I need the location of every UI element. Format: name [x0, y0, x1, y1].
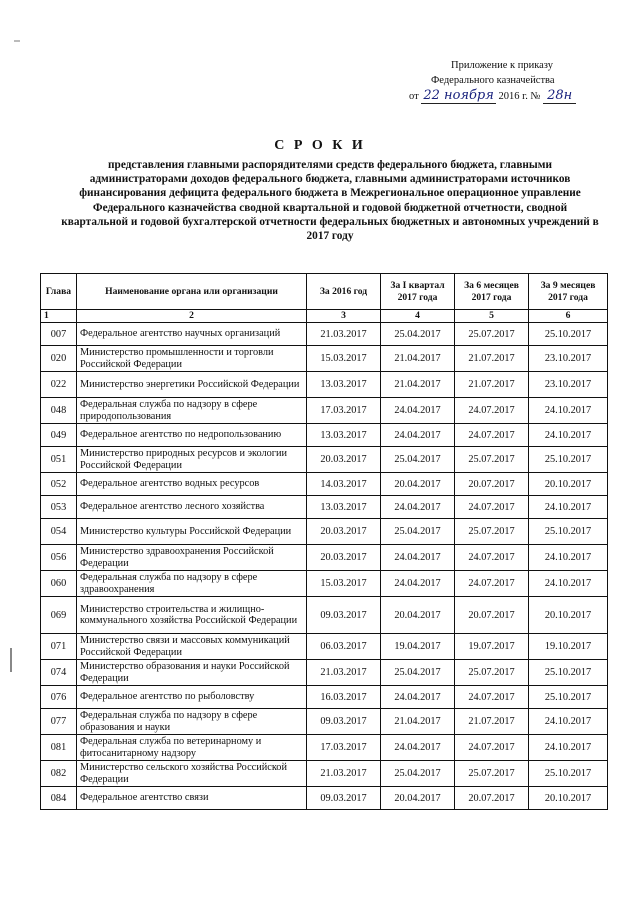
- chapter-code: 007: [41, 323, 77, 346]
- header-cell: Глава: [41, 274, 77, 310]
- document-title: С Р О К И: [274, 138, 366, 153]
- table-row: [41, 372, 608, 398]
- chapter-code: 020: [41, 346, 77, 372]
- deadline-2016: 21.03.2017: [307, 761, 381, 787]
- deadline-q1: 24.04.2017: [381, 571, 455, 597]
- chapter-code: 054: [41, 519, 77, 545]
- chapter-code: 081: [41, 735, 77, 761]
- deadline-2016: 21.03.2017: [307, 660, 381, 686]
- deadline-9m: 24.10.2017: [529, 545, 608, 571]
- table-row: [41, 686, 608, 709]
- deadline-q1: 25.04.2017: [381, 519, 455, 545]
- deadline-6m: 20.07.2017: [455, 787, 529, 810]
- appendix-line-2: Федерального казначейства: [431, 75, 555, 86]
- table-row: [41, 519, 608, 545]
- organization-name: Министерство промышленности и торговли Российской Федерации: [77, 346, 307, 372]
- deadline-2016: 13.03.2017: [307, 496, 381, 519]
- deadline-q1: 25.04.2017: [381, 761, 455, 787]
- column-number-row: [41, 310, 608, 323]
- chapter-code: 077: [41, 709, 77, 735]
- appendix-line-1: Приложение к приказу: [451, 60, 553, 71]
- deadline-2016: 20.03.2017: [307, 447, 381, 473]
- deadline-6m: 24.07.2017: [455, 496, 529, 519]
- table-row: [41, 496, 608, 519]
- chapter-code: 052: [41, 473, 77, 496]
- table-header-row: [41, 274, 608, 310]
- organization-name: Министерство образования и науки Российской Федерации: [77, 660, 307, 686]
- deadlines-table: [40, 273, 608, 810]
- organization-name: Министерство энергетики Российской Федерации: [77, 372, 307, 398]
- organization-name: Федеральное агентство лесного хозяйства: [77, 496, 307, 519]
- deadline-2016: 17.03.2017: [307, 735, 381, 761]
- deadline-2016: 06.03.2017: [307, 634, 381, 660]
- deadline-6m: 24.07.2017: [455, 398, 529, 424]
- deadline-9m: 24.10.2017: [529, 424, 608, 447]
- chapter-code: 049: [41, 424, 77, 447]
- deadline-9m: 24.10.2017: [529, 735, 608, 761]
- table-row: [41, 660, 608, 686]
- deadline-2016: 16.03.2017: [307, 686, 381, 709]
- deadline-q1: 21.04.2017: [381, 346, 455, 372]
- deadline-2016: 09.03.2017: [307, 787, 381, 810]
- organization-name: Федеральное агентство водных ресурсов: [77, 473, 307, 496]
- table-row: [41, 545, 608, 571]
- deadline-2016: 13.03.2017: [307, 372, 381, 398]
- organization-name: Министерство здравоохранения Российской Федерации: [77, 545, 307, 571]
- organization-name: Федеральное агентство связи: [77, 787, 307, 810]
- table-row: [41, 398, 608, 424]
- organization-name: Министерство сельского хозяйства Российской Федерации: [77, 761, 307, 787]
- table-row: [41, 323, 608, 346]
- deadline-q1: 25.04.2017: [381, 660, 455, 686]
- table-row: [41, 634, 608, 660]
- deadline-q1: 21.04.2017: [381, 372, 455, 398]
- deadline-9m: 25.10.2017: [529, 761, 608, 787]
- deadline-q1: 25.04.2017: [381, 447, 455, 473]
- deadline-6m: 24.07.2017: [455, 735, 529, 761]
- column-number: 6: [529, 310, 608, 323]
- table-row: [41, 473, 608, 496]
- deadline-2016: 20.03.2017: [307, 519, 381, 545]
- deadline-6m: 25.07.2017: [455, 761, 529, 787]
- deadline-q1: 24.04.2017: [381, 686, 455, 709]
- handwritten-date: 22 ноября: [423, 88, 494, 103]
- organization-name: Федеральное агентство по рыболовству: [77, 686, 307, 709]
- table-row: [41, 597, 608, 634]
- deadline-9m: 20.10.2017: [529, 473, 608, 496]
- header-cell: За 9 месяцев 2017 года: [529, 274, 608, 310]
- deadline-9m: 25.10.2017: [529, 519, 608, 545]
- organization-name: Министерство природных ресурсов и экологии Российской Федерации: [77, 447, 307, 473]
- appendix-prefix: от: [409, 91, 419, 102]
- chapter-code: 022: [41, 372, 77, 398]
- chapter-code: 056: [41, 545, 77, 571]
- deadline-q1: 21.04.2017: [381, 709, 455, 735]
- deadline-2016: 14.03.2017: [307, 473, 381, 496]
- chapter-code: 053: [41, 496, 77, 519]
- deadline-9m: 24.10.2017: [529, 496, 608, 519]
- deadline-6m: 20.07.2017: [455, 597, 529, 634]
- chapter-code: 071: [41, 634, 77, 660]
- table-row: [41, 571, 608, 597]
- table-row: [41, 709, 608, 735]
- deadline-6m: 21.07.2017: [455, 709, 529, 735]
- deadline-6m: 19.07.2017: [455, 634, 529, 660]
- deadline-q1: 25.04.2017: [381, 323, 455, 346]
- deadline-9m: 24.10.2017: [529, 709, 608, 735]
- chapter-code: 082: [41, 761, 77, 787]
- deadline-6m: 21.07.2017: [455, 372, 529, 398]
- table-row: [41, 787, 608, 810]
- chapter-code: 074: [41, 660, 77, 686]
- deadline-2016: 20.03.2017: [307, 545, 381, 571]
- deadline-9m: 20.10.2017: [529, 787, 608, 810]
- appendix-note: [395, 58, 625, 104]
- organization-name: Федеральное агентство научных организаций: [77, 323, 307, 346]
- deadline-q1: 20.04.2017: [381, 597, 455, 634]
- deadline-6m: 25.07.2017: [455, 323, 529, 346]
- deadline-6m: 21.07.2017: [455, 346, 529, 372]
- deadline-6m: 25.07.2017: [455, 447, 529, 473]
- deadline-q1: 24.04.2017: [381, 735, 455, 761]
- handwritten-order-number: 28н: [543, 88, 576, 104]
- deadline-9m: 20.10.2017: [529, 597, 608, 634]
- scan-speck: [14, 40, 20, 42]
- deadline-q1: 24.04.2017: [381, 545, 455, 571]
- chapter-code: 051: [41, 447, 77, 473]
- deadline-q1: 24.04.2017: [381, 398, 455, 424]
- deadline-6m: 25.07.2017: [455, 519, 529, 545]
- deadline-6m: 20.07.2017: [455, 473, 529, 496]
- deadline-2016: 17.03.2017: [307, 398, 381, 424]
- table-row: [41, 761, 608, 787]
- deadline-2016: 13.03.2017: [307, 424, 381, 447]
- header-cell: За 2016 год: [307, 274, 381, 310]
- deadline-2016: 21.03.2017: [307, 323, 381, 346]
- deadline-q1: 20.04.2017: [381, 787, 455, 810]
- organization-name: Федеральная служба по надзору в сфере здравоохранения: [77, 571, 307, 597]
- chapter-code: 060: [41, 571, 77, 597]
- deadline-9m: 25.10.2017: [529, 660, 608, 686]
- column-number: 4: [381, 310, 455, 323]
- deadline-2016: 09.03.2017: [307, 709, 381, 735]
- deadline-9m: 25.10.2017: [529, 323, 608, 346]
- organization-name: Федеральная служба по надзору в сфере природопользования: [77, 398, 307, 424]
- organization-name: Федеральная служба по ветеринарному и фитосанитарному надзору: [77, 735, 307, 761]
- appendix-line-3: [395, 88, 625, 104]
- deadline-9m: 23.10.2017: [529, 372, 608, 398]
- chapter-code: 069: [41, 597, 77, 634]
- deadline-6m: 24.07.2017: [455, 571, 529, 597]
- deadline-9m: 23.10.2017: [529, 346, 608, 372]
- deadline-q1: 24.04.2017: [381, 496, 455, 519]
- organization-name: Федеральное агентство по недропользованию: [77, 424, 307, 447]
- deadline-6m: 24.07.2017: [455, 424, 529, 447]
- deadline-q1: 19.04.2017: [381, 634, 455, 660]
- deadline-9m: 19.10.2017: [529, 634, 608, 660]
- deadline-6m: 25.07.2017: [455, 660, 529, 686]
- header-cell: За I квартал 2017 года: [381, 274, 455, 310]
- deadline-2016: 09.03.2017: [307, 597, 381, 634]
- scan-margin-mark: [10, 648, 12, 672]
- deadline-9m: 24.10.2017: [529, 571, 608, 597]
- organization-name: Министерство строительства и жилищно-коммунального хозяйства Российской Федерации: [77, 597, 307, 634]
- column-number: 5: [455, 310, 529, 323]
- organization-name: Федеральная служба по надзору в сфере образования и науки: [77, 709, 307, 735]
- appendix-year: 2016 г. №: [498, 91, 541, 102]
- document-subtitle: представления главными распорядителями средств федерального бюджета, главными администраторами доходов федерального бюджета, главными администраторами источников финансирования дефицита федерального бюджета в Межрегиональное операционное управление Федерального казначейства сводной квартальной и годовой бюджетной отчетности, сводной квартальной и годовой бухгалтерской отчетности федеральных бюджетных и автономных учреждений в 2017 году: [61, 159, 599, 243]
- organization-name: Министерство культуры Российской Федерации: [77, 519, 307, 545]
- column-number: 2: [77, 310, 307, 323]
- deadline-9m: 24.10.2017: [529, 398, 608, 424]
- chapter-code: 048: [41, 398, 77, 424]
- table-row: [41, 424, 608, 447]
- table-row: [41, 447, 608, 473]
- header-cell: За 6 месяцев 2017 года: [455, 274, 529, 310]
- deadline-2016: 15.03.2017: [307, 571, 381, 597]
- deadline-q1: 24.04.2017: [381, 424, 455, 447]
- chapter-code: 076: [41, 686, 77, 709]
- deadline-9m: 25.10.2017: [529, 447, 608, 473]
- column-number: 3: [307, 310, 381, 323]
- deadline-6m: 24.07.2017: [455, 686, 529, 709]
- table-row: [41, 735, 608, 761]
- header-cell: Наименование органа или организации: [77, 274, 307, 310]
- deadline-9m: 25.10.2017: [529, 686, 608, 709]
- deadline-q1: 20.04.2017: [381, 473, 455, 496]
- table-row: [41, 346, 608, 372]
- deadline-2016: 15.03.2017: [307, 346, 381, 372]
- organization-name: Министерство связи и массовых коммуникаций Российской Федерации: [77, 634, 307, 660]
- column-number: 1: [41, 310, 77, 323]
- deadline-6m: 24.07.2017: [455, 545, 529, 571]
- chapter-code: 084: [41, 787, 77, 810]
